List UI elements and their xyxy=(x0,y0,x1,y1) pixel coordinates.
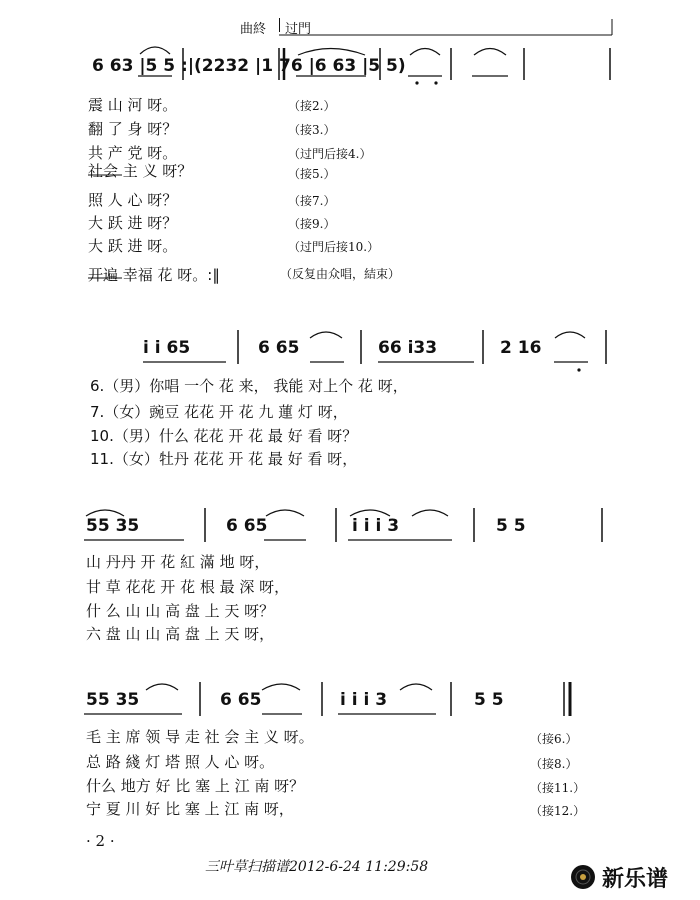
scan-note: 三叶草扫描谱2012-6-24 11:29:58 xyxy=(205,859,429,875)
lyric-note: （反复由众唱，結束） xyxy=(280,267,401,281)
lyric-note: （接12.） xyxy=(530,804,586,818)
lyric-line: 10.（男）什么 花花 开 花 最 好 看 呀？ xyxy=(90,427,358,445)
system1-notes: 6 63 |5 5 :|(2232 |1 76 |6 63 |5 5) xyxy=(92,56,406,76)
lyric-line: 开遍 幸福 花 呀。:‖ xyxy=(88,266,220,284)
lyric-line: 7.（女）豌豆 花花 开 花 九 蓮 灯 呀， xyxy=(90,403,348,421)
slur xyxy=(474,49,506,56)
lyric-note: （接6.） xyxy=(530,732,578,746)
lyric-line: 甘 草 花花 开 花 根 最 深 呀， xyxy=(86,578,290,596)
lyric-line: 山 丹丹 开 花 紅 滿 地 呀， xyxy=(86,553,270,571)
record-icon xyxy=(570,864,596,890)
system3-measure-4: 5 5 xyxy=(496,516,526,536)
lyric-line: 共 产 党 呀。 xyxy=(88,144,178,162)
lyric-note: （过門后接4.） xyxy=(288,147,372,161)
lyric-line: 震 山 河 呀。 xyxy=(88,96,178,114)
lyric-note: （接8.） xyxy=(530,757,578,771)
lyric-line: 毛 主 席 领 导 走 社 会 主 义 呀。 xyxy=(86,728,314,746)
lyric-line: 六 盘 山 山 高 盘 上 天 呀， xyxy=(86,625,275,643)
system2-measure-2: 6 65 xyxy=(258,338,300,358)
lyric-line: 11.（女）牡丹 花花 开 花 最 好 看 呀， xyxy=(90,450,358,468)
slur xyxy=(140,47,170,54)
system2-measure-4: 2 16 xyxy=(500,338,542,358)
lyric-line: 6.（男）你唱 一个 花 来， 我能 对上个 花 呀， xyxy=(90,377,408,395)
system4-measure-3: i i i 3 xyxy=(340,690,388,710)
lyric-note: （过門后接10.） xyxy=(288,240,380,254)
lyric-note: （接3.） xyxy=(288,123,336,137)
lyric-note: （接11.） xyxy=(530,781,586,795)
system4-measure-4: 5 5 xyxy=(474,690,504,710)
site-logo xyxy=(570,862,690,892)
lyric-line: 照 人 心 呀？ xyxy=(88,191,178,209)
system3-measure-1: 55 35 xyxy=(86,516,140,536)
lyric-note: （接5.） xyxy=(288,167,336,181)
system2-measure-1: i i 65 xyxy=(143,338,191,358)
lyric-note: （接7.） xyxy=(288,194,336,208)
slur xyxy=(298,49,365,56)
system3-measure-3: i i i 3 xyxy=(352,516,400,536)
interlude-label: 过門 xyxy=(285,22,312,37)
system2-measure-3: 66 i33 xyxy=(378,338,438,358)
logo-text: 新乐谱 xyxy=(602,867,669,892)
ending-label: 曲終 xyxy=(240,22,267,37)
page-number: · 2 · xyxy=(86,832,115,850)
lyric-line: 什 么 山 山 高 盘 上 天 呀？ xyxy=(86,602,275,620)
lyric-line: 宁 夏 川 好 比 塞 上 江 南 呀， xyxy=(86,800,294,818)
lyric-line: 大 跃 进 呀。 xyxy=(88,237,178,255)
system3-measure-2: 6 65 xyxy=(226,516,268,536)
lyric-note: （接9.） xyxy=(288,217,336,231)
lyric-line: 什么 地方 好 比 塞 上 江 南 呀？ xyxy=(86,777,305,795)
lyric-note: （接2.） xyxy=(288,99,336,113)
lyric-line: 翻 了 身 呀？ xyxy=(88,120,178,138)
slur xyxy=(410,49,440,56)
lyric-line: 大 跃 进 呀？ xyxy=(88,214,178,232)
lyric-line: 总 路 綫 灯 塔 照 人 心 呀。 xyxy=(86,753,275,771)
system4-measure-2: 6 65 xyxy=(220,690,262,710)
lyric-line: 社会 主 义 呀？ xyxy=(88,162,193,180)
system4-measure-1: 55 35 xyxy=(86,690,140,710)
